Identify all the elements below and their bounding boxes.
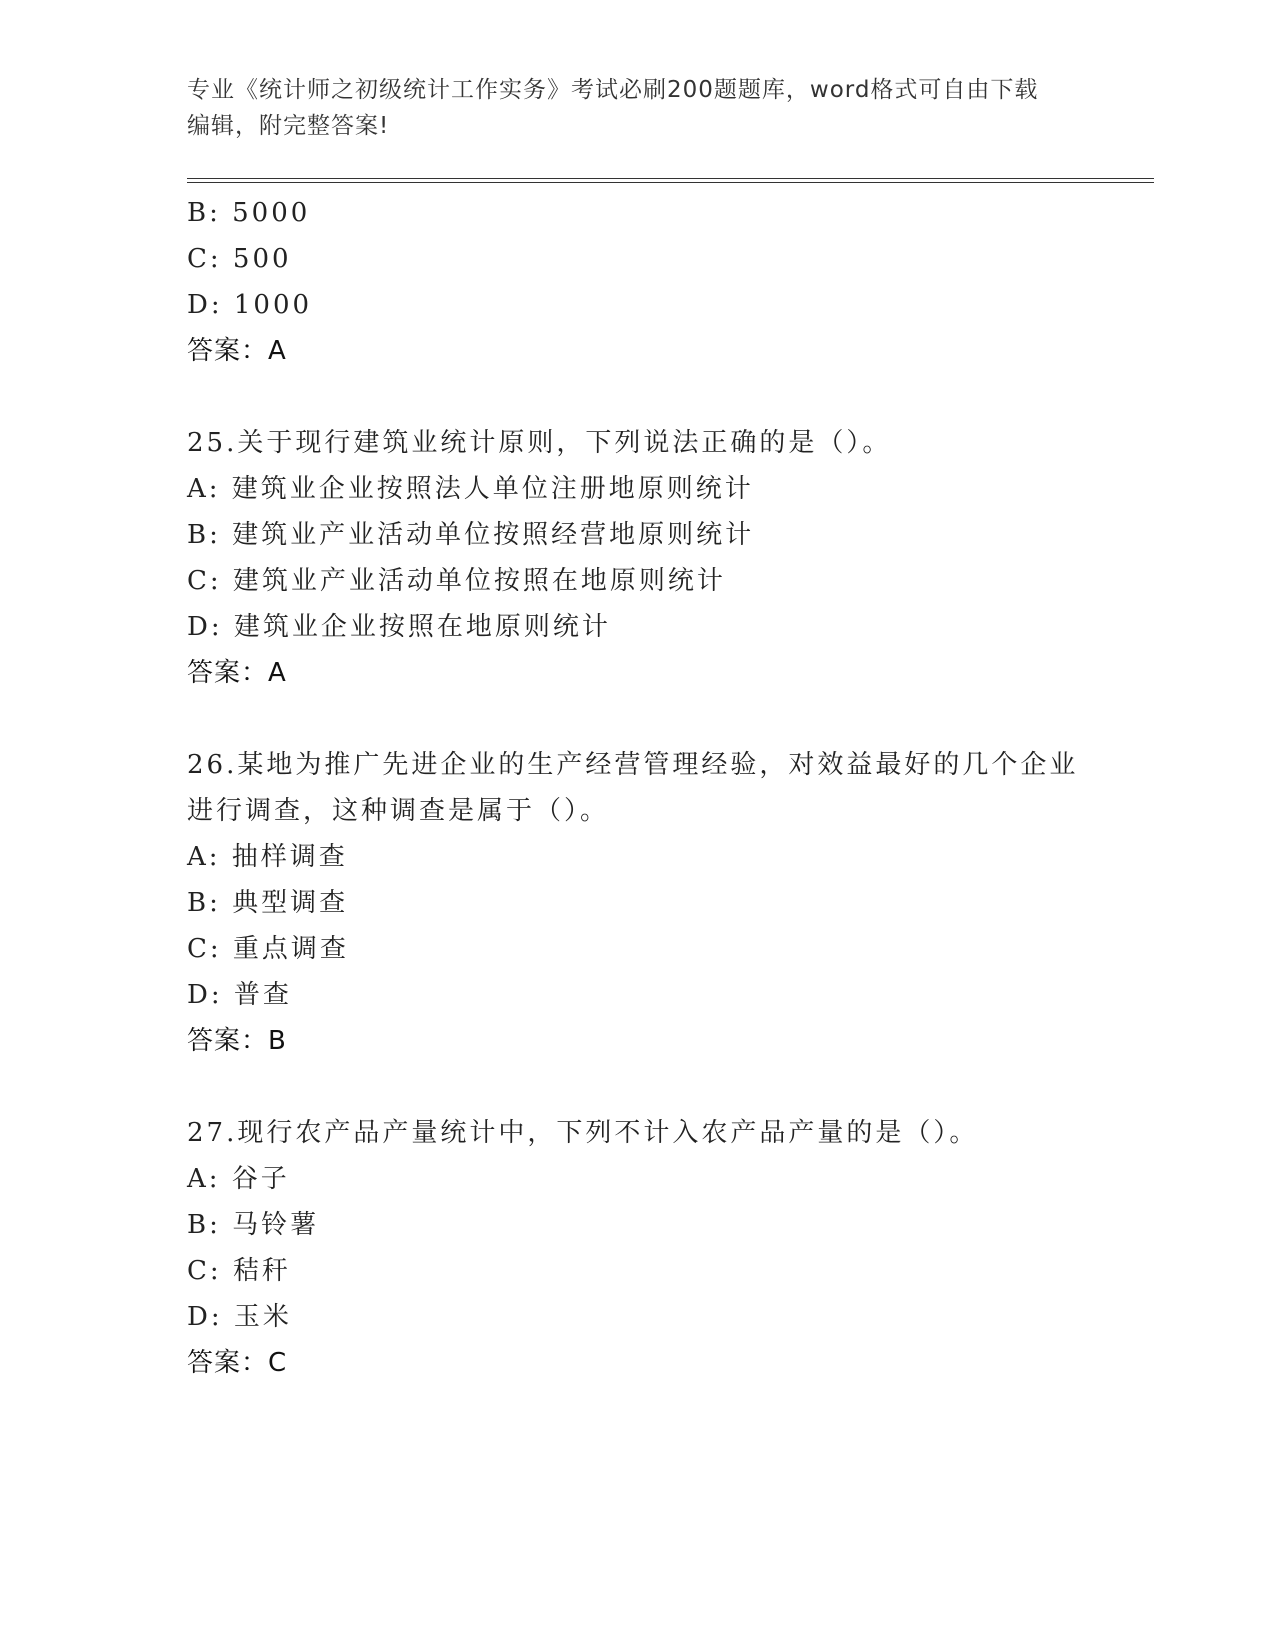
question-27 xyxy=(187,1110,1147,1386)
option-d: D: 玉米 xyxy=(187,1302,292,1332)
question-stem: 27.现行农产品产量统计中，下列不计入农产品产量的是（）。 xyxy=(187,1118,979,1148)
page-header xyxy=(187,72,1087,144)
question-stem: 25.关于现行建筑业统计原则，下列说法正确的是（）。 xyxy=(187,428,892,458)
option-d: D: 1000 xyxy=(187,290,313,320)
question-26 xyxy=(187,742,1147,1064)
question-stem-line-2: 进行调查，这种调查是属于（）。 xyxy=(187,796,610,826)
option-b: B: 马铃薯 xyxy=(187,1210,320,1240)
question-continued xyxy=(187,190,1147,374)
answer-line: 答案：A xyxy=(187,336,287,366)
option-a: A: 建筑业企业按照法人单位注册地原则统计 xyxy=(187,474,754,504)
header-divider-bottom xyxy=(187,182,1154,183)
header-divider-top xyxy=(187,178,1154,179)
option-d: D: 普查 xyxy=(187,980,292,1010)
option-c: C: 秸秆 xyxy=(187,1256,291,1286)
option-a: A: 谷子 xyxy=(187,1164,290,1194)
option-b: B: 建筑业产业活动单位按照经营地原则统计 xyxy=(187,520,755,550)
question-list xyxy=(187,190,1147,1386)
header-title-line-1: 专业《统计师之初级统计工作实务》考试必刷200题题库，word格式可自由下载 xyxy=(187,77,1039,103)
option-a: A: 抽样调查 xyxy=(187,842,348,872)
answer-line: 答案：C xyxy=(187,1348,288,1378)
option-d: D: 建筑业企业按照在地原则统计 xyxy=(187,612,611,642)
option-c: C: 500 xyxy=(187,244,292,274)
option-b: B: 5000 xyxy=(187,198,311,228)
question-stem-line-1: 26.某地为推广先进企业的生产经营管理经验，对效益最好的几个企业 xyxy=(187,750,1079,780)
option-c: C: 建筑业产业活动单位按照在地原则统计 xyxy=(187,566,726,596)
header-title-line-2: 编辑，附完整答案! xyxy=(187,113,390,139)
option-c: C: 重点调查 xyxy=(187,934,349,964)
answer-line: 答案：A xyxy=(187,658,287,688)
answer-line: 答案：B xyxy=(187,1026,287,1056)
option-b: B: 典型调查 xyxy=(187,888,349,918)
question-25 xyxy=(187,420,1147,696)
